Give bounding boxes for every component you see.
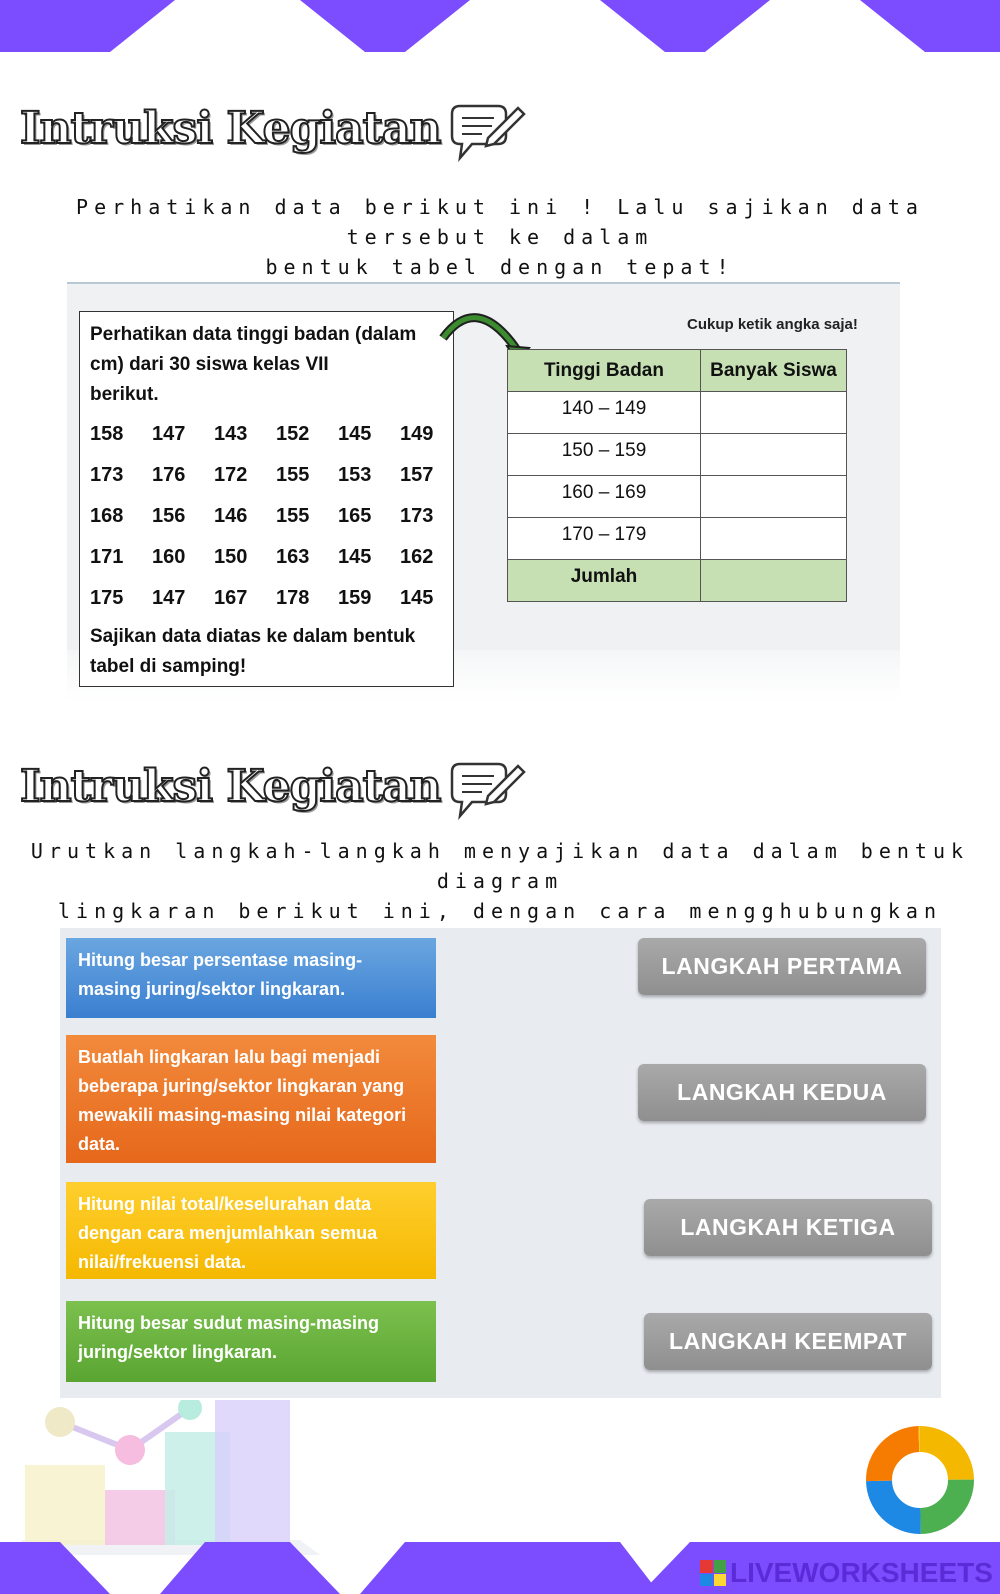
- data-table-panel: [67, 282, 900, 702]
- total-input-cell[interactable]: [701, 560, 847, 602]
- value-cell: 168: [90, 505, 124, 527]
- range-cell: 140 – 149: [508, 392, 701, 434]
- header-tinggi-badan: Tinggi Badan: [508, 350, 701, 392]
- table-row: [508, 476, 847, 518]
- langkah-pertama-button[interactable]: LANGKAH PERTAMA: [638, 938, 926, 995]
- step-card-angle[interactable]: Hitung besar sudut masing-masing juring/sektor lingkaran.: [66, 1301, 436, 1382]
- total-label: Jumlah: [508, 560, 701, 602]
- chat-pencil-icon: [448, 758, 528, 820]
- value-cell: 171: [90, 546, 124, 568]
- section2-instruction-line1: Urutkan langkah-langkah menyajikan data dalam bentuk diagram: [30, 839, 970, 893]
- range-cell: 150 – 159: [508, 434, 701, 476]
- hint-text: Cukup ketik angka saja!: [687, 316, 858, 333]
- value-cell: 147: [152, 423, 186, 445]
- step-card-draw-circle[interactable]: Buatlah lingkaran lalu bagi menjadi beberapa juring/sektor lingkaran yang mewakili masing-masing nilai kategori data.: [66, 1035, 436, 1163]
- value-cell: 176: [152, 464, 186, 486]
- brand-logo-icon: [700, 1560, 726, 1586]
- value-cell: 152: [276, 423, 310, 445]
- value-cell: 153: [338, 464, 372, 486]
- value-cell: 163: [276, 546, 310, 568]
- value-cell: 167: [214, 587, 248, 609]
- value-cell: 172: [214, 464, 248, 486]
- value-cell: 155: [276, 464, 310, 486]
- table-row: [508, 518, 847, 560]
- value-cell: 146: [214, 505, 248, 527]
- value-cell: 143: [214, 423, 248, 445]
- langkah-kedua-button[interactable]: LANGKAH KEDUA: [638, 1064, 926, 1121]
- value-cell: 173: [400, 505, 434, 527]
- table-total-row: [508, 560, 847, 602]
- table-row: [508, 434, 847, 476]
- value-cell: 175: [90, 587, 124, 609]
- section1-title-text: Intruksi Kegiatan: [20, 103, 441, 154]
- height-data-box: [79, 311, 454, 687]
- matching-panel: [60, 928, 941, 1398]
- answer-input-cell[interactable]: [701, 476, 847, 518]
- frequency-table: [507, 349, 847, 602]
- value-cell: 178: [276, 587, 310, 609]
- intro-line2: cm) dari 30 siswa kelas VII: [90, 354, 329, 375]
- top-decor-band: [0, 0, 1000, 56]
- intro-line1: Perhatikan data tinggi badan (dalam: [90, 324, 417, 345]
- value-cell: 149: [400, 423, 434, 445]
- value-cell: 155: [276, 505, 310, 527]
- table-row: [508, 392, 847, 434]
- section1-instruction-line1: Perhatikan data berikut ini ! Lalu sajikan data tersebut ke dalam: [76, 195, 924, 249]
- value-cell: 165: [338, 505, 372, 527]
- donut-chart-decor-icon: [865, 1425, 975, 1535]
- section2-instruction-line2: lingkaran berikut ini, dengan cara mengghubungkan: [57, 899, 942, 923]
- section2-title: [20, 758, 528, 812]
- chat-pencil-icon: [448, 100, 528, 162]
- value-cell: 158: [90, 423, 124, 445]
- value-cell: 145: [338, 423, 372, 445]
- outro-line2: tabel di samping!: [90, 656, 247, 677]
- step-card-total[interactable]: Hitung nilai total/keselurahan data dengan cara menjumlahkan semua nilai/frekuensi data.: [66, 1182, 436, 1279]
- section1-title: [20, 100, 528, 154]
- height-values-grid: [90, 419, 443, 613]
- value-cell: 159: [338, 587, 372, 609]
- value-cell: 156: [152, 505, 186, 527]
- section2-title-text: Intruksi Kegiatan: [20, 761, 441, 812]
- answer-input-cell[interactable]: [701, 518, 847, 560]
- liveworksheets-logo: [700, 1557, 993, 1589]
- value-cell: 157: [400, 464, 434, 486]
- answer-input-cell[interactable]: [701, 392, 847, 434]
- value-cell: 145: [400, 587, 434, 609]
- section1-instruction-line2: bentuk tabel dengan tepat!: [265, 255, 735, 279]
- value-cell: 162: [400, 546, 434, 568]
- outro-line1: Sajikan data diatas ke dalam bentuk: [90, 626, 416, 647]
- step-card-percentage[interactable]: Hitung besar persentase masing-masing juring/sektor lingkaran.: [66, 938, 436, 1018]
- answer-input-cell[interactable]: [701, 434, 847, 476]
- value-cell: 160: [152, 546, 186, 568]
- value-cell: 173: [90, 464, 124, 486]
- intro-line3: berikut.: [90, 384, 159, 405]
- value-cell: 150: [214, 546, 248, 568]
- value-cell: 147: [152, 587, 186, 609]
- range-cell: 160 – 169: [508, 476, 701, 518]
- table-header-row: [508, 350, 847, 392]
- section1-instruction: [10, 192, 990, 282]
- brand-name: LIVEWORKSHEETS: [730, 1557, 993, 1588]
- langkah-ketiga-button[interactable]: LANGKAH KETIGA: [644, 1199, 932, 1256]
- range-cell: 170 – 179: [508, 518, 701, 560]
- value-cell: 145: [338, 546, 372, 568]
- header-banyak-siswa: Banyak Siswa: [701, 350, 847, 392]
- langkah-keempat-button[interactable]: LANGKAH KEEMPAT: [644, 1313, 932, 1370]
